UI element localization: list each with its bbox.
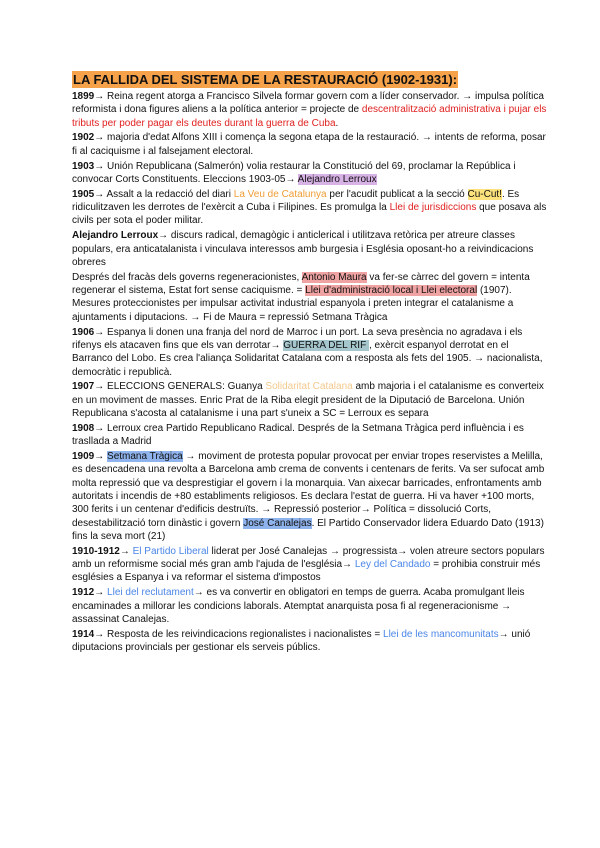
entry-lerroux: Alejandro Lerroux→ discurs radical, demagògic i anticlerical i utilitzava retòrica per atreure classes populars, era anticatalanista i vinculava interessos amb burgesia i Església oposant-ho a reivindicacions obreres (72, 230, 534, 268)
highlight: José Canalejas (243, 517, 312, 529)
entry-1906: 1906→ Espanya li donen una franja del nord de Marroc i un port. La seva presència no agradava i els rifenys els atacaven fins que els van derrotar→ GUERRA DEL RIF , exèrcit espanyol derrotat en el Barranco del Lobo. Es crea l'aliança Solidaritat Catalana com a resposta als fets del 1905. → nacionalista, democràtic i republicà. (72, 326, 543, 378)
entry-1910-1912: 1910-1912→ El Partido Liberal liderat per José Canalejas → progressista→ volen atreure sectors populars amb un reformisme social més gran amb l'ajuda de l'església→ Ley del Candado = prohibia construir més esglésies a Espanya i va reformar el sistema d'impostos (72, 545, 545, 584)
highlight: Alejandro Lerroux (297, 173, 377, 185)
entry-year: 1914 (72, 628, 95, 640)
entry-1903: 1903→ Unión Republicana (Salmerón) volia restaurar la Constitució del 69, proclamar la República i convocar Corts Constituents. Eleccions 1903-05→ Alejandro Lerroux (72, 160, 516, 185)
entry-1907: 1907→ ELECCIONS GENERALS: Guanya Solidaritat Catalana amb majoria i el catalanisme es converteix en un moviment de masses. Enric Prat de la Riba elegit president de la Diputació de Barcelona. Unión Republicana s'acosta al catalanisme i una part s'uneix a SC = Lerroux es separa (72, 381, 544, 419)
entry-year: 1902 (72, 132, 95, 144)
document-body (72, 71, 550, 656)
entry-year: 1909 (72, 451, 95, 463)
entry-1914: 1914→ Resposta de les reivindicacions regionalistes i nacionalistes = Llei de les mancomunitats→ unió diputacions provincials per gestionar els serveis públics. (72, 628, 531, 653)
entry-year: 1912 (72, 587, 95, 599)
highlight: Llei d'administració local i Llei electoral (305, 285, 478, 297)
entry-1899: 1899→ Reina regent atorga a Francisco Silvela formar govern com a líder conservador. → impulsa política reformista i dona figures aliens a la política anterior = projecte de descentralització administrativa i pujar els tributs per poder pagar els deutes durant la guerra de Cuba. (72, 91, 547, 129)
entry-year: 1899 (72, 91, 95, 102)
entry-heading: Alejandro Lerroux (72, 230, 159, 242)
entry-1909: 1909→ Setmana Tràgica → moviment de protesta popular provocat per enviar tropes reservistes a Melilla, es desencadena una revolta a Barcelona amb crema de convents i centenars de ferits. Va ser sufocat amb molta repressió que va desprestigiar el govern i la monarquia. Van aixecar barricades, enfrontaments amb autoritats i incendis de +80 establiments religiosos. Es declara l'estat de guerra. Hi va haver +100 morts, 300 ferits i un centenar d'edificis destruïts. → Repressió posterior→ Política = dissolució Corts, desestabilització torn dinàstic i govern José Canalejas. El Partido Conservador lidera Eduardo Dato (1913) fins la seva mort (21) (72, 451, 545, 542)
entry-1905: 1905→ Assalt a la redacció del diari La Veu de Catalunya per l'acudit publicat a la secció Cu-Cut!. Es ridiculitzaven les derrotes de l'exèrcit a Cuba i Filipines. Es promulga la Llei de jurisdiccions que posava als civils per sota el poder militar. (72, 188, 547, 227)
highlight: Setmana Tràgica (107, 451, 183, 463)
page-title: LA FALLIDA DEL SISTEMA DE LA RESTAURACIÓ (1902-1931): (73, 72, 458, 87)
entry-year: 1906 (72, 326, 95, 338)
entry-year: 1905 (72, 188, 95, 200)
entry-year: 1910-1912 (72, 545, 120, 557)
entry-year: 1908 (72, 422, 95, 434)
entry-maura: Després del fracàs dels governs regeneracionistes, Antonio Maura va fer-se càrrec del govern = intenta regenerar el sistema, Estat fort sense caciquisme. = Llei d'administració local i Llei electoral (1907). Mesures proteccionistes per impulsar activitat industrial espanyola i preten integrar el catalanisme a ajuntaments i diputacions. → Fi de Maura = repressió Setmana Tràgica (72, 271, 530, 323)
entry-1912: 1912→ Llei del reclutament→ es va convertir en obligatori en temps de guerra. Acaba promulgant lleis encaminades a millorar les condicions laborals. Atemptat anarquista posa fi al regeneracionisme → assassinat Canalejas. (72, 587, 525, 625)
entry-year: 1903 (72, 160, 95, 172)
entry-1908: 1908→ Lerroux crea Partido Republicano Radical. Després de la Setmana Tràgica perd influència i es trasllada a Madrid (72, 422, 524, 448)
entry-year: 1907 (72, 381, 95, 393)
highlight: GUERRA DEL RIF (283, 339, 369, 351)
highlight: Cu-Cut! (467, 188, 502, 200)
entry-1902: 1902→ majoria d'edat Alfons XIII i comença la segona etapa de la restauració. → intents de reforma, posar fi al caciquisme i al falsejament electoral. (72, 132, 546, 157)
highlight: Antonio Maura (301, 271, 367, 283)
